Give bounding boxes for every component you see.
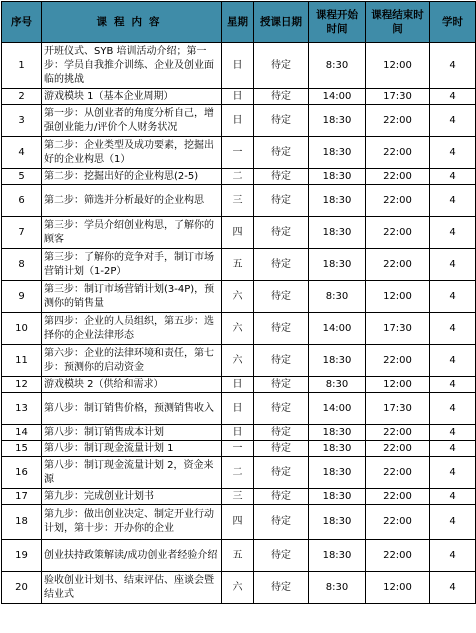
date-cell: 待定	[254, 313, 309, 345]
end-time-cell: 22:00	[366, 105, 430, 137]
row-number: 7	[2, 217, 42, 249]
date-cell: 待定	[254, 249, 309, 281]
table-row	[2, 393, 476, 425]
table-row	[2, 217, 476, 249]
start-time-cell: 8:30	[309, 572, 366, 604]
weekday-cell: 四	[222, 217, 254, 249]
row-number: 9	[2, 281, 42, 313]
table-row	[2, 441, 476, 457]
row-number: 17	[2, 489, 42, 505]
course-content: 验收创业计划书、结束评估、座谈会暨结业式	[42, 572, 222, 604]
row-number: 5	[2, 169, 42, 185]
hours-cell: 4	[430, 217, 476, 249]
table-row	[2, 572, 476, 604]
start-time-cell: 14:00	[309, 89, 366, 105]
table-row	[2, 540, 476, 572]
course-content: 第三步：了解你的竞争对手，制订市场营销计划（1-2P）	[42, 249, 222, 281]
hours-cell: 4	[430, 89, 476, 105]
header-end-time: 课程结束时间	[366, 2, 430, 43]
weekday-cell: 日	[222, 105, 254, 137]
weekday-cell: 日	[222, 425, 254, 441]
weekday-cell: 一	[222, 137, 254, 169]
hours-cell: 4	[430, 345, 476, 377]
date-cell: 待定	[254, 281, 309, 313]
start-time-cell: 8:30	[309, 281, 366, 313]
row-number: 10	[2, 313, 42, 345]
start-time-cell: 8:30	[309, 377, 366, 393]
date-cell: 待定	[254, 345, 309, 377]
course-content: 第二步：企业类型及成功要素，挖掘出好的企业构思（1）	[42, 137, 222, 169]
date-cell: 待定	[254, 425, 309, 441]
start-time-cell: 18:30	[309, 345, 366, 377]
end-time-cell: 22:00	[366, 425, 430, 441]
table-row	[2, 137, 476, 169]
course-content: 第三步：学员介绍创业构思，了解你的顾客	[42, 217, 222, 249]
end-time-cell: 22:00	[366, 185, 430, 217]
table-row	[2, 249, 476, 281]
course-content: 第八步：制订销售成本计划	[42, 425, 222, 441]
row-number: 12	[2, 377, 42, 393]
end-time-cell: 22:00	[366, 540, 430, 572]
table-row	[2, 489, 476, 505]
course-content: 第四步：企业的人员组织，第五步：选择你的企业法律形态	[42, 313, 222, 345]
table-row	[2, 281, 476, 313]
header-weekday: 星期	[222, 2, 254, 43]
course-content: 第八步：制订销售价格，预测销售收入	[42, 393, 222, 425]
weekday-cell: 二	[222, 457, 254, 489]
hours-cell: 4	[430, 489, 476, 505]
hours-cell: 4	[430, 249, 476, 281]
weekday-cell: 六	[222, 345, 254, 377]
date-cell: 待定	[254, 457, 309, 489]
end-time-cell: 22:00	[366, 441, 430, 457]
weekday-cell: 三	[222, 489, 254, 505]
end-time-cell: 22:00	[366, 169, 430, 185]
hours-cell: 4	[430, 281, 476, 313]
hours-cell: 4	[430, 441, 476, 457]
start-time-cell: 18:30	[309, 137, 366, 169]
weekday-cell: 二	[222, 169, 254, 185]
course-content: 创业扶持政策解读/成功创业者经验介绍	[42, 540, 222, 572]
weekday-cell: 日	[222, 43, 254, 89]
date-cell: 待定	[254, 105, 309, 137]
start-time-cell: 18:30	[309, 505, 366, 540]
hours-cell: 4	[430, 540, 476, 572]
course-content: 第八步：制订现金流量计划 1	[42, 441, 222, 457]
header-date: 授课日期	[254, 2, 309, 43]
row-number: 20	[2, 572, 42, 604]
row-number: 2	[2, 89, 42, 105]
course-content: 第九步：做出创业决定、制定开业行动计划，第十步：开办你的企业	[42, 505, 222, 540]
row-number: 1	[2, 43, 42, 89]
header-no: 序号	[2, 2, 42, 43]
weekday-cell: 日	[222, 377, 254, 393]
course-content: 第三步：制订市场营销计划(3-4P)，预测你的销售量	[42, 281, 222, 313]
start-time-cell: 18:30	[309, 441, 366, 457]
date-cell: 待定	[254, 441, 309, 457]
end-time-cell: 22:00	[366, 137, 430, 169]
hours-cell: 4	[430, 425, 476, 441]
end-time-cell: 22:00	[366, 505, 430, 540]
row-number: 3	[2, 105, 42, 137]
hours-cell: 4	[430, 185, 476, 217]
course-content: 第二步：筛选并分析最好的企业构思	[42, 185, 222, 217]
course-schedule-table	[1, 1, 476, 604]
row-number: 15	[2, 441, 42, 457]
course-content: 游戏模块 2（供给和需求）	[42, 377, 222, 393]
end-time-cell: 12:00	[366, 43, 430, 89]
weekday-cell: 日	[222, 89, 254, 105]
date-cell: 待定	[254, 169, 309, 185]
end-time-cell: 17:30	[366, 313, 430, 345]
table-row	[2, 89, 476, 105]
start-time-cell: 18:30	[309, 540, 366, 572]
table-row	[2, 105, 476, 137]
date-cell: 待定	[254, 137, 309, 169]
end-time-cell: 22:00	[366, 345, 430, 377]
end-time-cell: 12:00	[366, 281, 430, 313]
date-cell: 待定	[254, 377, 309, 393]
end-time-cell: 22:00	[366, 489, 430, 505]
row-number: 6	[2, 185, 42, 217]
row-number: 11	[2, 345, 42, 377]
weekday-cell: 三	[222, 185, 254, 217]
header-content: 课程内容	[42, 2, 222, 43]
hours-cell: 4	[430, 572, 476, 604]
weekday-cell: 日	[222, 393, 254, 425]
date-cell: 待定	[254, 89, 309, 105]
start-time-cell: 18:30	[309, 169, 366, 185]
weekday-cell: 一	[222, 441, 254, 457]
course-content: 开班仪式、SYB 培训活动介绍；第一步：学员自我推介训练、企业及创业面临的挑战	[42, 43, 222, 89]
hours-cell: 4	[430, 137, 476, 169]
course-content: 游戏模块 1（基本企业周期）	[42, 89, 222, 105]
row-number: 16	[2, 457, 42, 489]
table-row	[2, 185, 476, 217]
date-cell: 待定	[254, 572, 309, 604]
weekday-cell: 六	[222, 313, 254, 345]
row-number: 18	[2, 505, 42, 540]
schedule-table-container	[1, 1, 476, 604]
start-time-cell: 14:00	[309, 393, 366, 425]
header-hours: 学时	[430, 2, 476, 43]
end-time-cell: 17:30	[366, 89, 430, 105]
start-time-cell: 18:30	[309, 105, 366, 137]
hours-cell: 4	[430, 43, 476, 89]
start-time-cell: 18:30	[309, 489, 366, 505]
start-time-cell: 8:30	[309, 43, 366, 89]
hours-cell: 4	[430, 393, 476, 425]
end-time-cell: 12:00	[366, 377, 430, 393]
table-row	[2, 425, 476, 441]
start-time-cell: 14:00	[309, 313, 366, 345]
date-cell: 待定	[254, 393, 309, 425]
row-number: 8	[2, 249, 42, 281]
date-cell: 待定	[254, 489, 309, 505]
hours-cell: 4	[430, 457, 476, 489]
course-content: 第六步：企业的法律环境和责任，第七步：预测你的启动资金	[42, 345, 222, 377]
hours-cell: 4	[430, 105, 476, 137]
hours-cell: 4	[430, 505, 476, 540]
hours-cell: 4	[430, 313, 476, 345]
course-content: 第九步：完成创业计划书	[42, 489, 222, 505]
course-content: 第二步：挖掘出好的企业构思(2-5)	[42, 169, 222, 185]
course-content: 第一步：从创业者的角度分析自己，增强创业能力/评价个人财务状况	[42, 105, 222, 137]
date-cell: 待定	[254, 540, 309, 572]
weekday-cell: 六	[222, 572, 254, 604]
weekday-cell: 五	[222, 249, 254, 281]
start-time-cell: 18:30	[309, 425, 366, 441]
table-row	[2, 169, 476, 185]
table-row	[2, 43, 476, 89]
row-number: 14	[2, 425, 42, 441]
table-row	[2, 377, 476, 393]
end-time-cell: 22:00	[366, 217, 430, 249]
course-content: 第八步：制订现金流量计划 2，资金来源	[42, 457, 222, 489]
start-time-cell: 18:30	[309, 217, 366, 249]
header-start-time: 课程开始时间	[309, 2, 366, 43]
weekday-cell: 五	[222, 540, 254, 572]
schedule-body	[2, 43, 476, 604]
date-cell: 待定	[254, 217, 309, 249]
table-row	[2, 457, 476, 489]
date-cell: 待定	[254, 505, 309, 540]
hours-cell: 4	[430, 169, 476, 185]
table-row	[2, 345, 476, 377]
start-time-cell: 18:30	[309, 185, 366, 217]
date-cell: 待定	[254, 43, 309, 89]
row-number: 4	[2, 137, 42, 169]
header-row	[2, 2, 476, 43]
end-time-cell: 22:00	[366, 249, 430, 281]
hours-cell: 4	[430, 377, 476, 393]
weekday-cell: 六	[222, 281, 254, 313]
start-time-cell: 18:30	[309, 457, 366, 489]
row-number: 19	[2, 540, 42, 572]
start-time-cell: 18:30	[309, 249, 366, 281]
end-time-cell: 12:00	[366, 572, 430, 604]
date-cell: 待定	[254, 185, 309, 217]
end-time-cell: 22:00	[366, 457, 430, 489]
table-row	[2, 313, 476, 345]
row-number: 13	[2, 393, 42, 425]
table-row	[2, 505, 476, 540]
end-time-cell: 17:30	[366, 393, 430, 425]
weekday-cell: 四	[222, 505, 254, 540]
